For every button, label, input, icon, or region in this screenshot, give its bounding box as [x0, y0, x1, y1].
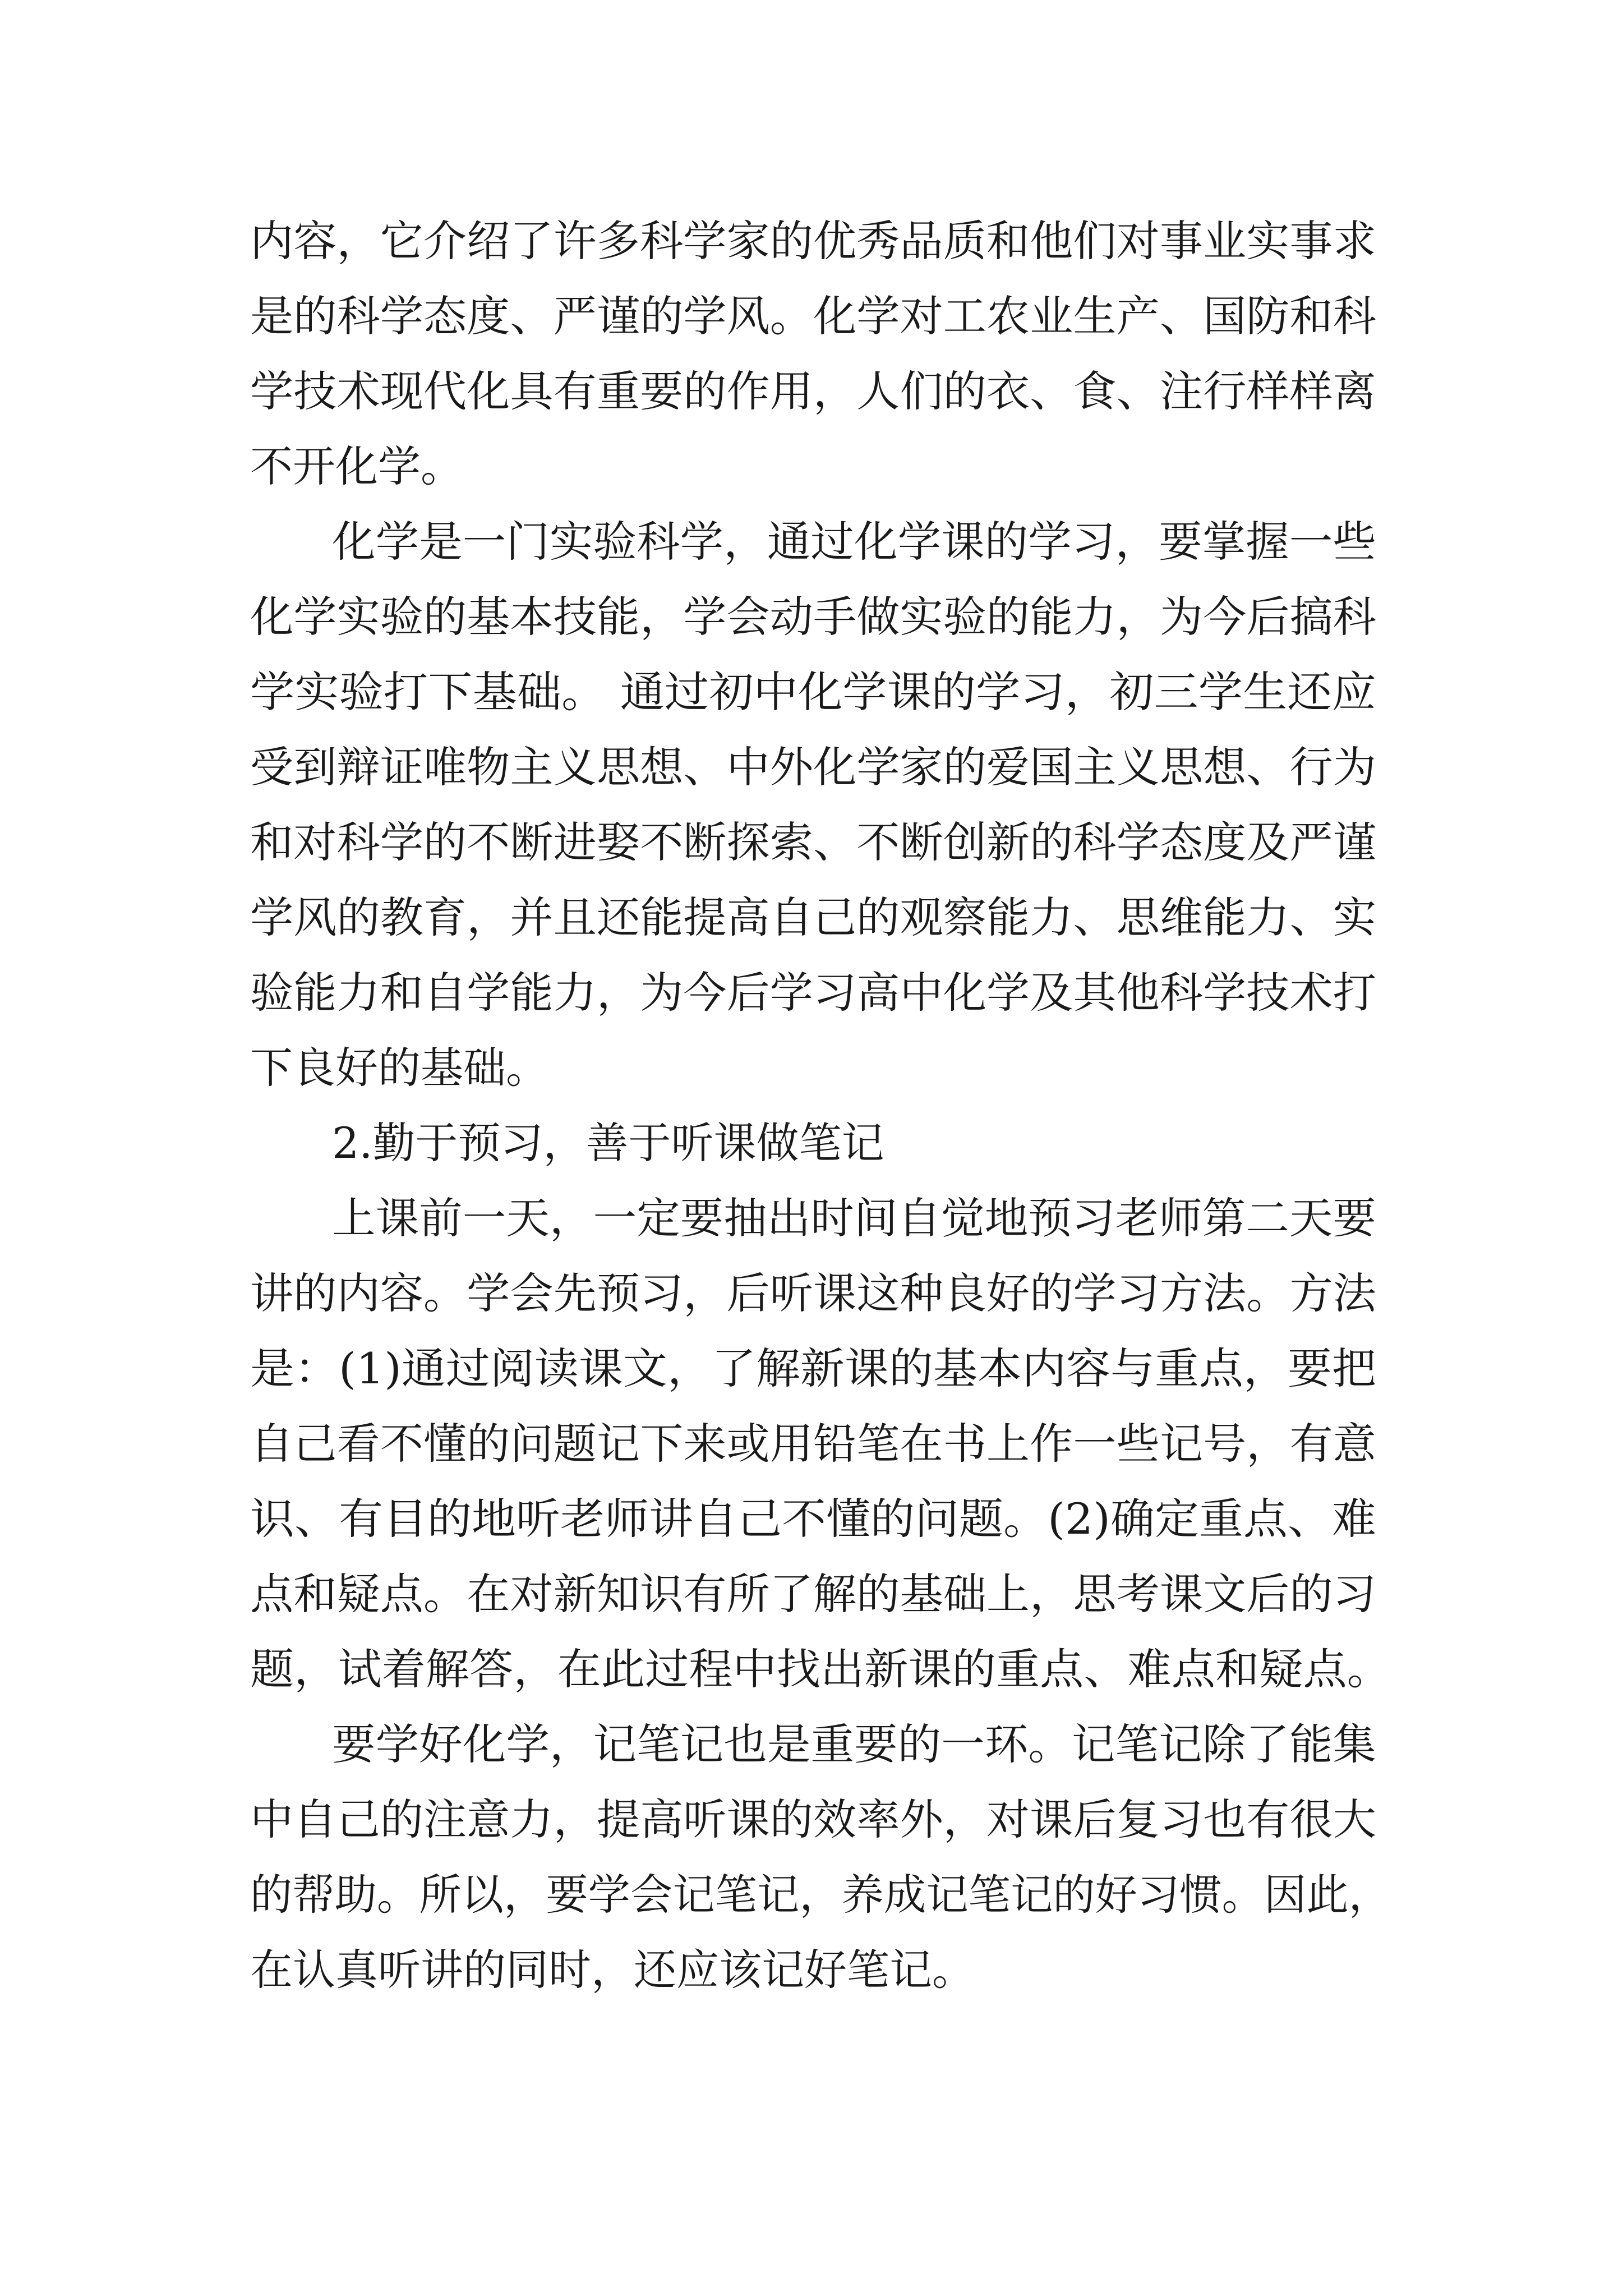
text-line-content: 自己看不懂的问题记下来或用铅笔在书上作一些记号，有意 [250, 1419, 1376, 1469]
text-line-content: 验能力和自学能力，为今后学习高中化学及其他科学技术打 [250, 968, 1376, 1018]
text-line [250, 1792, 1376, 1848]
text-line [250, 739, 1376, 795]
text-line-content: 点和疑点。在对新知识有所了解的基础上，思考课文后的习 [250, 1569, 1376, 1619]
text-line-content: 受到辩证唯物主义思想、中外化学家的爱国主义思想、行为 [250, 742, 1376, 792]
text-line-content: 上课前一天，一定要抽出时间自觉地预习老师第二天要 [332, 1193, 1376, 1243]
text-line-content: 识、有目的地听老师讲自己不懂的问题。(2)确定重点、难 [250, 1494, 1376, 1544]
section-heading [332, 1115, 884, 1171]
text-line [250, 1566, 1376, 1622]
text-line-content: 内容，它介绍了许多科学家的优秀品质和他们对事业实事求 [250, 216, 1376, 266]
text-line [250, 1040, 548, 1096]
text-line [250, 815, 1376, 871]
text-line-content: 的帮助。所以，要学会记笔记，养成记笔记的好习惯。因此， [250, 1870, 1391, 1920]
text-line-content: 要学好化学，记笔记也是重要的一环。记笔记除了能集 [332, 1719, 1376, 1769]
text-line [250, 1942, 975, 1998]
text-line-content: 题，试着解答，在此过程中找出新课的重点、难点和疑点。 [250, 1644, 1391, 1694]
text-line [250, 664, 1376, 720]
text-line [332, 1717, 1376, 1773]
text-line-content: 和对科学的不断进娶不断探索、不断创新的科学态度及严谨 [250, 817, 1376, 867]
section-heading-text: 2.勤于预习，善于听课做笔记 [332, 1118, 884, 1168]
text-line [250, 439, 463, 495]
text-line-content: 不开化学。 [250, 441, 463, 491]
text-line-content: 下良好的基础。 [250, 1043, 548, 1093]
text-line [250, 1867, 1401, 1923]
text-line-content: 是的科学态度、严谨的学风。化学对工农业生产、国防和科 [250, 291, 1376, 341]
text-line-content: 化学实验的基本技能，学会动手做实验的能力，为今后搞科 [250, 592, 1376, 642]
text-line [332, 514, 1376, 570]
text-line [250, 589, 1376, 645]
text-line [332, 1190, 1376, 1246]
text-line-content: 化学是一门实验科学，通过化学课的学习，要掌握一些 [332, 517, 1376, 567]
text-line [250, 1416, 1376, 1472]
text-line-content: 中自己的注意力，提高听课的效率外，对课后复习也有很大 [250, 1795, 1376, 1844]
text-line-content: 在认真听讲的同时，还应该记好笔记。 [250, 1945, 975, 1995]
text-line [250, 288, 1376, 344]
text-line [250, 1641, 1391, 1697]
text-line [250, 965, 1376, 1021]
text-line-content: 讲的内容。学会先预习，后听课这种良好的学习方法。方法 [250, 1268, 1376, 1318]
text-line-content: 学实验打下基础。 通过初中化学课的学习，初三学生还应 [250, 667, 1376, 717]
text-line [250, 213, 1376, 269]
text-line-content: 是：(1)通过阅读课文，了解新课的基本内容与重点，要把 [250, 1343, 1376, 1393]
text-line-content: 学风的教育，并且还能提高自己的观察能力、思维能力、实 [250, 892, 1376, 942]
text-line [250, 1341, 1376, 1397]
text-line-content: 学技术现代化具有重要的作用，人们的衣、食、注行样样离 [250, 366, 1376, 416]
text-line [250, 1491, 1376, 1547]
text-line [250, 1266, 1376, 1322]
text-line [250, 890, 1376, 946]
text-line [250, 364, 1376, 420]
